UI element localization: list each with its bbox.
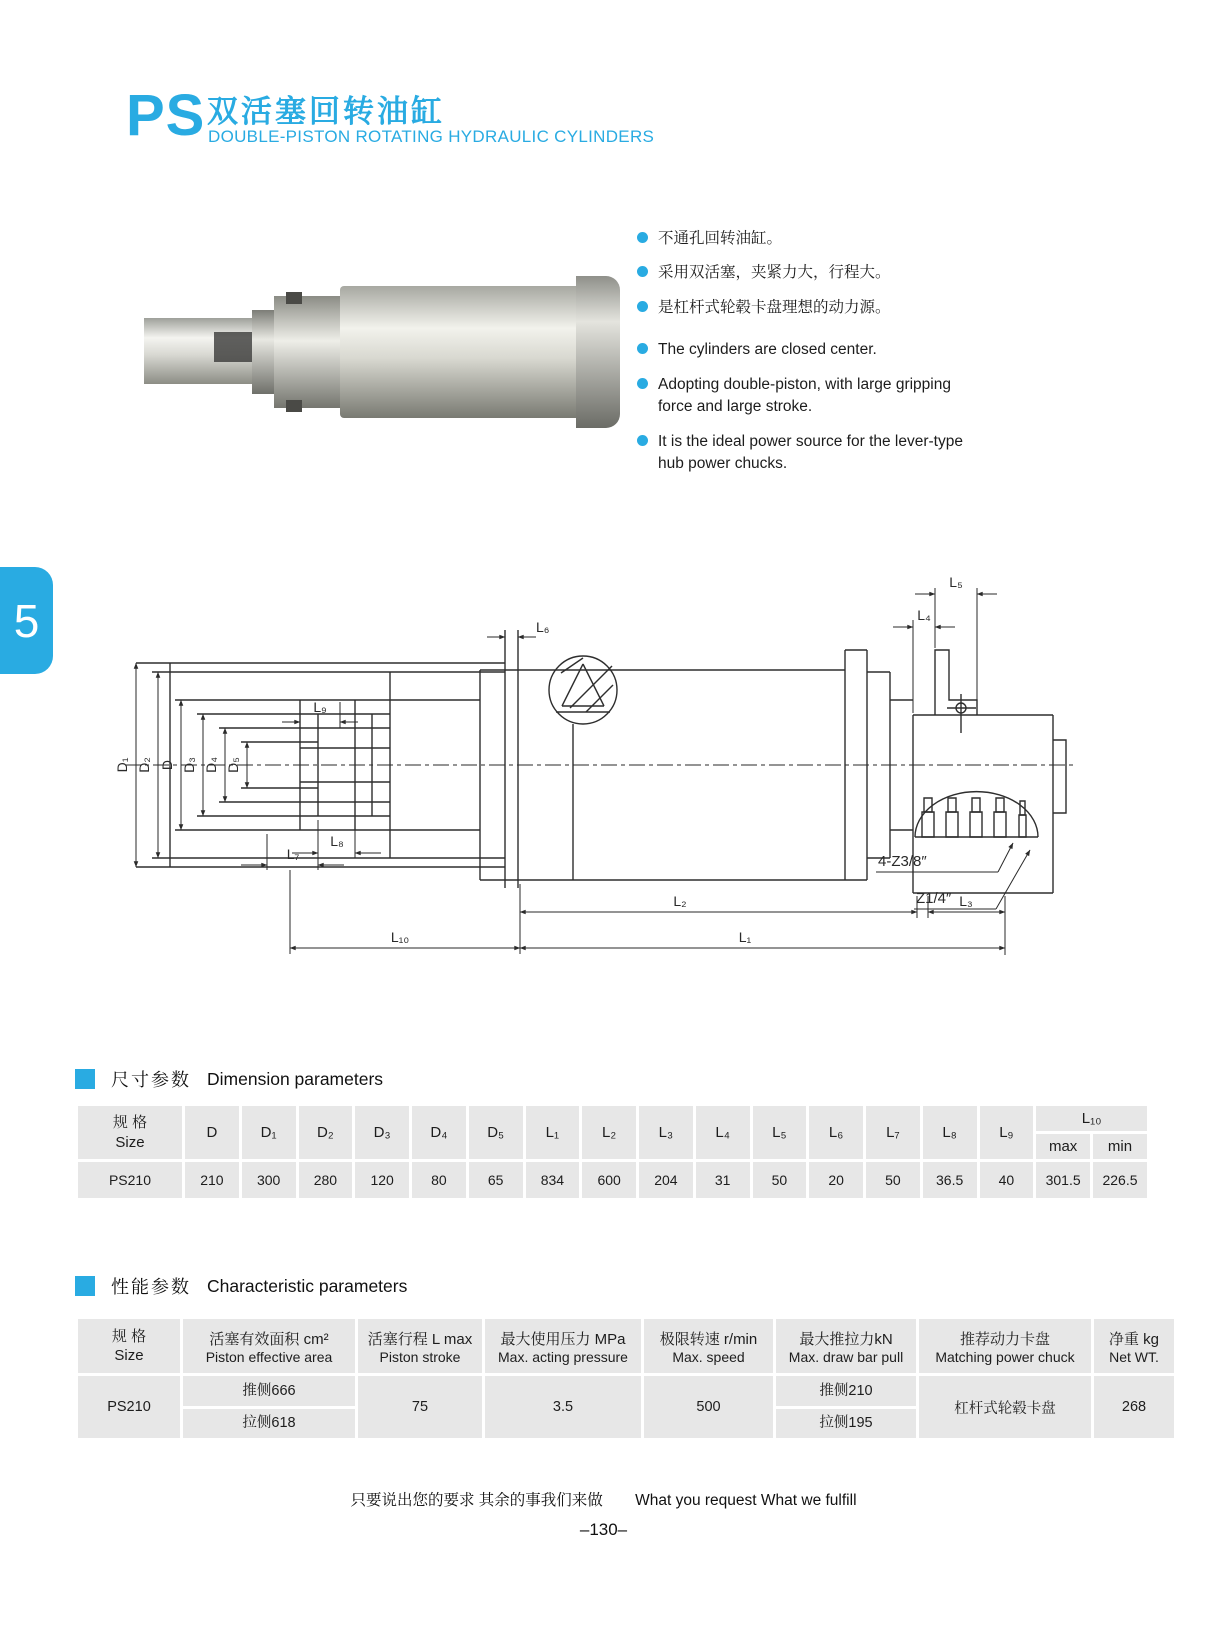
col-header: L₇ [866, 1106, 920, 1159]
col-header: L₆ [809, 1106, 863, 1159]
feature-text: The cylinders are closed center. [658, 341, 877, 359]
dim-label-d4: D₄ [203, 757, 219, 773]
cell: 80 [412, 1162, 466, 1198]
page-title: 双活塞回转油缸 [207, 94, 445, 129]
photo-cylinder-body [340, 286, 588, 418]
col-header: D₃ [355, 1106, 409, 1159]
characteristic-section-header [75, 1273, 407, 1299]
dim-label-l8: L₈ [330, 833, 344, 849]
port-label-z38: 4-Z3/8″ [878, 853, 927, 870]
slogan-cn: 只要说出您的要求 其余的事我们来做 [350, 1492, 603, 1509]
product-photo [128, 266, 540, 434]
size-label-cn: 规 格 [111, 1327, 147, 1345]
col-header: 极限转速 r/min Max. speed [644, 1319, 773, 1373]
feature-item [637, 297, 975, 319]
col-header-l10-min: min [1093, 1134, 1147, 1159]
size-label-cn: 规 格 [112, 1114, 148, 1131]
cell-l10-max: 301.5 [1036, 1162, 1090, 1198]
feature-item [637, 262, 975, 284]
dim-label-l1: L₁ [738, 929, 752, 945]
bullet-icon [637, 301, 648, 312]
bullet-icon [637, 232, 648, 243]
dim-label-d1: D₁ [114, 757, 130, 773]
cell: 50 [753, 1162, 807, 1198]
feature-text: It is the ideal power source for the lever-type hub power chucks. [658, 432, 963, 473]
section-title-en: Dimension parameters [207, 1068, 384, 1089]
col-header-size [78, 1106, 182, 1159]
section-title-cn: 尺寸参数 [111, 1070, 191, 1090]
cell: 210 [185, 1162, 239, 1198]
col-header: L₈ [923, 1106, 977, 1159]
bullet-icon [637, 435, 648, 446]
cell: 834 [526, 1162, 580, 1198]
photo-stud [286, 292, 302, 304]
dim-label-l7: L₇ [286, 846, 300, 862]
col-header: D₅ [469, 1106, 523, 1159]
cell: 120 [355, 1162, 409, 1198]
col-header: 净重 kg Net WT. [1094, 1319, 1174, 1373]
slogan-en: What you request What we fulfill [635, 1492, 857, 1509]
characteristic-table [75, 1316, 1177, 1441]
col-header: 最大推拉力kN Max. draw bar pull [776, 1319, 916, 1373]
col-header: D₄ [412, 1106, 466, 1159]
cell-matching-chuck: 杠杆式轮毂卡盘 [919, 1376, 1091, 1438]
cell: 280 [299, 1162, 353, 1198]
col-header: L₂ [582, 1106, 636, 1159]
cell-stroke: 75 [358, 1376, 482, 1438]
cell: 600 [582, 1162, 636, 1198]
cell: 65 [469, 1162, 523, 1198]
size-label-en: Size [115, 1133, 145, 1151]
col-header: D₂ [299, 1106, 353, 1159]
chapter-number: 5 [13, 594, 40, 647]
series-logo: PS [126, 83, 206, 148]
cell: 40 [980, 1162, 1034, 1198]
dim-label-l5: L₅ [949, 574, 963, 590]
page-subtitle: DOUBLE-PISTON ROTATING HYDRAULIC CYLINDERS [208, 127, 655, 146]
cell-effective-area: 推侧666 拉侧618 [183, 1376, 355, 1438]
port-label-z14: Z1/4″ [916, 890, 952, 907]
photo-stud [286, 400, 302, 412]
dim-label-l9: L₉ [313, 699, 327, 715]
technical-drawing [0, 530, 1207, 1000]
cell-speed: 500 [644, 1376, 773, 1438]
feature-text: 不通孔回转油缸。 [658, 230, 783, 247]
feature-text: 是杠杆式轮毂卡盘理想的动力源。 [658, 298, 891, 316]
col-header: L₉ [980, 1106, 1034, 1159]
section-accent-square [75, 1069, 95, 1089]
col-header: L₅ [753, 1106, 807, 1159]
dimension-table [75, 1103, 1150, 1201]
dim-label-l6: L₆ [536, 619, 550, 635]
cell-net-weight: 268 [1094, 1376, 1174, 1438]
page-number: –130– [579, 1520, 628, 1539]
photo-nameplate [214, 332, 256, 362]
dim-label-l3: L₃ [959, 893, 973, 909]
feature-item [637, 339, 975, 361]
cell: 20 [809, 1162, 863, 1198]
feature-item [637, 228, 975, 250]
cell-pressure: 3.5 [485, 1376, 641, 1438]
feature-text: Adopting double-piston, with large gripping force and large stroke. [658, 375, 951, 416]
bullet-icon [637, 343, 648, 354]
dim-label-d5: D₅ [225, 757, 241, 773]
cell: 36.5 [923, 1162, 977, 1198]
feature-item [637, 431, 975, 476]
dim-label-d: D [159, 759, 175, 771]
col-header: 最大使用压力 MPa Max. acting pressure [485, 1319, 641, 1373]
cell-size: PS210 [78, 1162, 182, 1198]
dim-label-d2: D₂ [136, 757, 152, 773]
col-header: 推荐动力卡盘 Matching power chuck [919, 1319, 1091, 1373]
dim-label-l2: L₂ [673, 893, 687, 909]
dimension-section-header [75, 1066, 383, 1092]
photo-collar [252, 310, 276, 394]
col-header-l10-max: max [1036, 1134, 1090, 1159]
bullet-icon [637, 378, 648, 389]
section-title-en: Characteristic parameters [207, 1275, 408, 1296]
col-header: 活塞有效面积 cm² Piston effective area [183, 1319, 355, 1373]
cell-l10-min: 226.5 [1093, 1162, 1147, 1198]
col-header-l10: L₁₀ [1036, 1106, 1147, 1131]
feature-text: 采用双活塞，夹紧力大，行程大。 [658, 264, 891, 282]
footer-slogan [0, 1488, 1207, 1510]
col-header: 活塞行程 L max Piston stroke [358, 1319, 482, 1373]
feature-list [637, 228, 975, 488]
feature-item [637, 374, 975, 419]
col-header: L₄ [696, 1106, 750, 1159]
section-accent-square [75, 1276, 95, 1296]
cell-draw-bar-pull: 推侧210 拉侧195 [776, 1376, 916, 1438]
cell: 31 [696, 1162, 750, 1198]
col-header: D [185, 1106, 239, 1159]
size-label-en: Size [114, 1347, 144, 1364]
cell: 204 [639, 1162, 693, 1198]
dim-label-l10: L₁₀ [390, 929, 410, 945]
col-header: L₁ [526, 1106, 580, 1159]
col-header: D₁ [242, 1106, 296, 1159]
cell: 50 [866, 1162, 920, 1198]
cell-size: PS210 [78, 1376, 180, 1438]
dim-label-d3: D₃ [181, 757, 197, 773]
cell: 300 [242, 1162, 296, 1198]
section-title-cn: 性能参数 [111, 1277, 191, 1297]
photo-rear-flange [576, 276, 620, 428]
bullet-icon [637, 266, 648, 277]
col-header-size [78, 1319, 180, 1373]
col-header: L₃ [639, 1106, 693, 1159]
dim-label-l4: L₄ [917, 607, 931, 623]
